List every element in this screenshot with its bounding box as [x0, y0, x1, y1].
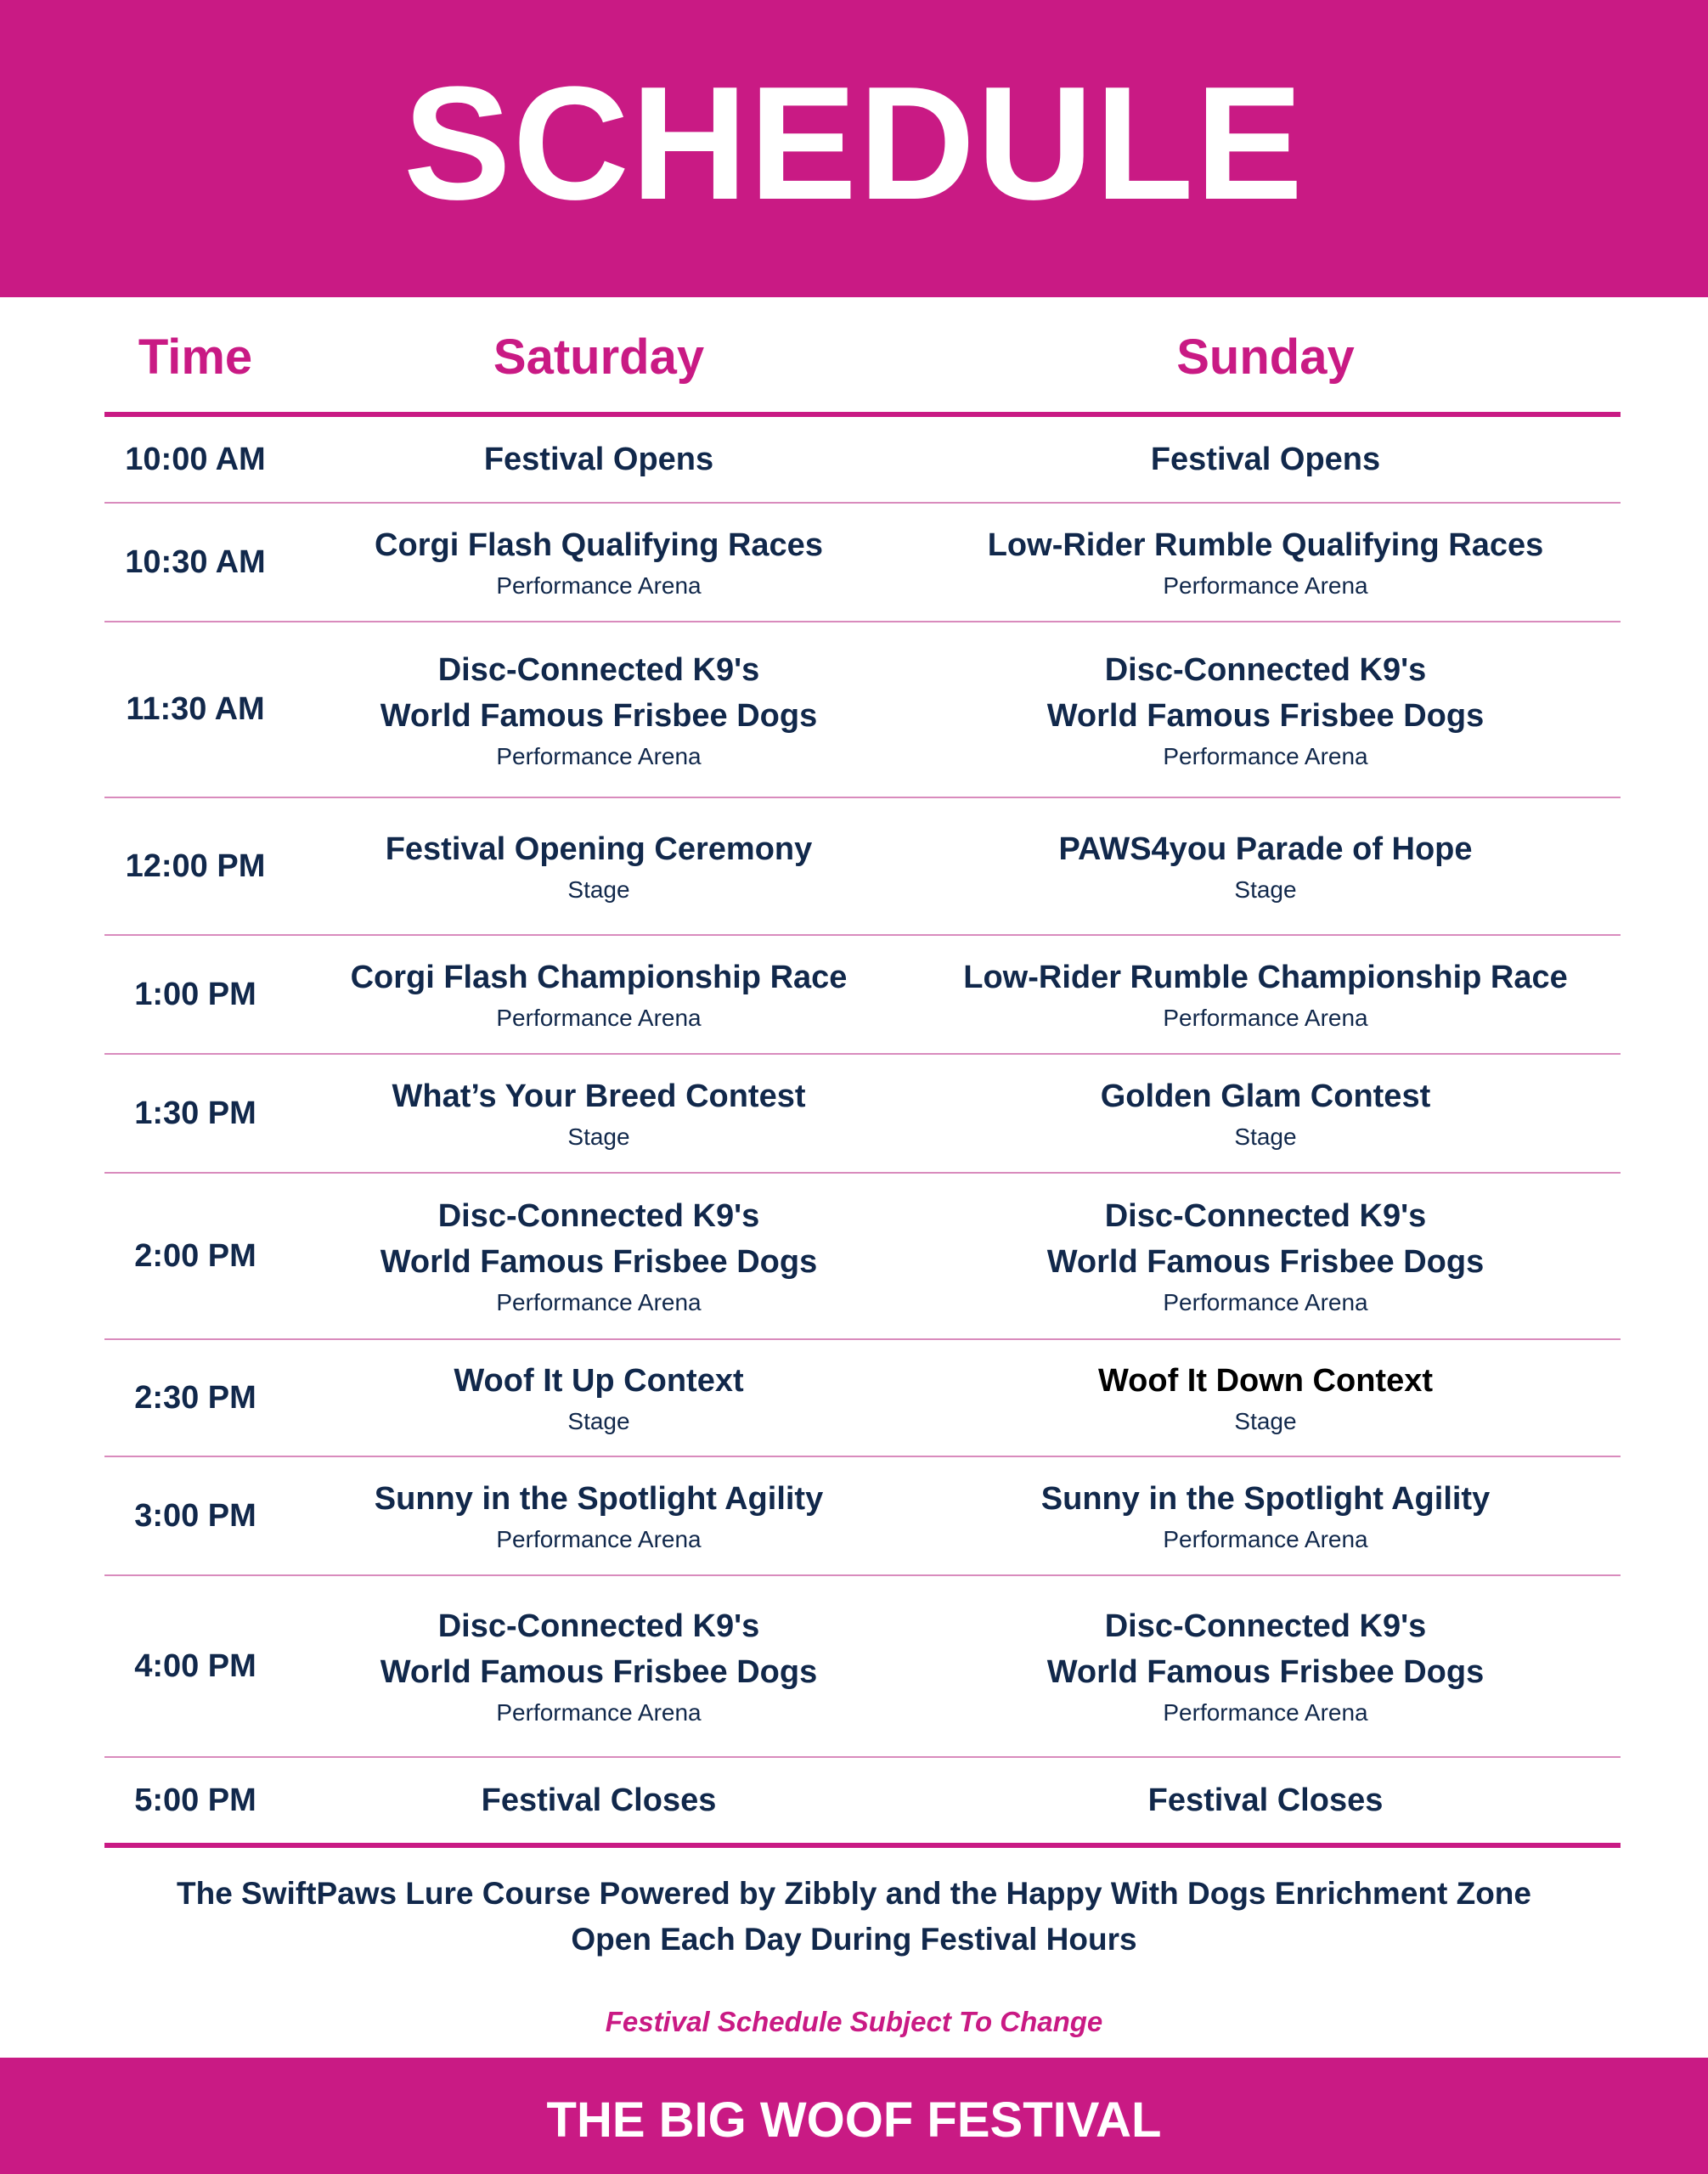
table-row — [0, 1576, 1708, 1756]
time-label: 4:00 PM — [134, 1647, 256, 1684]
event-title: Festival Closes — [481, 1783, 717, 1818]
header-banner — [0, 0, 1708, 297]
event-title: Woof It Up Context — [454, 1363, 744, 1399]
sunday-cell — [943, 1340, 1588, 1456]
table-bottom-divider — [104, 1843, 1621, 1848]
time-label: 2:30 PM — [134, 1379, 256, 1416]
time-label: 1:30 PM — [134, 1095, 256, 1131]
event-location: Stage — [1234, 1408, 1297, 1434]
event-title: Corgi Flash Championship Race — [350, 960, 848, 995]
event-title: Low-Rider Rumble Qualifying Races — [987, 527, 1544, 563]
event-location: Performance Arena — [496, 1526, 702, 1552]
time-label: 1:00 PM — [134, 976, 256, 1012]
event-title-line2: World Famous Frisbee Dogs — [1046, 697, 1485, 734]
event-title: Festival Closes — [1147, 1783, 1384, 1818]
time-label: 10:00 AM — [125, 441, 266, 477]
event-title: Low-Rider Rumble Championship Race — [963, 960, 1568, 995]
event-title: Disc-Connected K9's — [437, 1608, 760, 1644]
sunday-cell — [943, 504, 1588, 621]
event-location: Stage — [567, 876, 630, 903]
event-location: Stage — [1234, 1124, 1297, 1150]
event-title: Disc-Connected K9's — [437, 651, 760, 688]
enrichment-note-line1: The SwiftPaws Lure Course Powered by Zibbly and the Happy With Dogs Enrichment Zone — [177, 1876, 1531, 1911]
saturday-cell — [280, 417, 917, 502]
event-location: Performance Arena — [1163, 1526, 1368, 1552]
event-title: Sunny in the Spotlight Agility — [374, 1481, 824, 1517]
saturday-cell — [280, 1758, 917, 1843]
event-title: Sunny in the Spotlight Agility — [1040, 1481, 1491, 1517]
sunday-cell — [943, 936, 1588, 1053]
schedule-disclaimer: Festival Schedule Subject To Change — [605, 2006, 1103, 2037]
event-title-line2: World Famous Frisbee Dogs — [380, 1244, 818, 1280]
event-location: Stage — [1234, 876, 1297, 903]
event-title-line2: World Famous Frisbee Dogs — [380, 697, 818, 734]
table-row — [0, 1055, 1708, 1172]
saturday-cell — [280, 504, 917, 621]
event-title: Disc-Connected K9's — [1104, 1608, 1427, 1644]
table-row — [0, 504, 1708, 621]
event-title: Festival Opens — [483, 442, 714, 477]
table-row — [0, 1758, 1708, 1843]
event-title: Disc-Connected K9's — [1104, 1198, 1427, 1234]
table-row — [0, 1340, 1708, 1456]
event-location: Performance Arena — [1163, 572, 1368, 599]
event-title-line2: World Famous Frisbee Dogs — [1046, 1244, 1485, 1280]
event-title: Golden Glam Contest — [1100, 1079, 1431, 1114]
event-location: Stage — [567, 1408, 630, 1434]
sunday-cell — [943, 1055, 1588, 1172]
festival-name: THE BIG WOOF FESTIVAL — [546, 2092, 1162, 2148]
sunday-cell — [943, 1174, 1588, 1338]
event-location: Performance Arena — [496, 572, 702, 599]
column-header-saturday: Saturday — [493, 329, 705, 385]
column-header-time: Time — [138, 329, 253, 385]
event-title: Festival Opening Ceremony — [385, 831, 813, 867]
page-title: SCHEDULE — [403, 54, 1305, 234]
table-row — [0, 1174, 1708, 1338]
saturday-cell — [280, 1457, 917, 1574]
event-location: Performance Arena — [496, 1005, 702, 1031]
saturday-cell — [280, 798, 917, 934]
sunday-cell — [943, 1457, 1588, 1574]
saturday-cell — [280, 1174, 917, 1338]
event-title: Disc-Connected K9's — [437, 1198, 760, 1234]
sunday-cell — [943, 622, 1588, 797]
saturday-cell — [280, 1576, 917, 1756]
sunday-cell — [943, 1758, 1588, 1843]
table-row — [0, 622, 1708, 797]
event-location: Performance Arena — [1163, 1289, 1368, 1315]
time-label: 11:30 AM — [126, 691, 265, 727]
event-location: Stage — [567, 1124, 630, 1150]
time-label: 5:00 PM — [134, 1782, 256, 1818]
event-location: Performance Arena — [496, 742, 702, 769]
event-title: What’s Your Breed Contest — [392, 1079, 806, 1114]
sunday-cell — [943, 417, 1588, 502]
event-location: Performance Arena — [1163, 1005, 1368, 1031]
time-label: 10:30 AM — [125, 544, 266, 580]
event-location: Performance Arena — [1163, 1699, 1368, 1726]
event-location: Performance Arena — [496, 1289, 702, 1315]
footer-banner — [0, 2058, 1708, 2174]
time-label: 3:00 PM — [134, 1497, 256, 1534]
column-header-sunday: Sunday — [1176, 329, 1355, 385]
event-title: Festival Opens — [1150, 442, 1381, 477]
table-row — [0, 417, 1708, 502]
saturday-cell — [280, 1340, 917, 1456]
event-title: PAWS4you Parade of Hope — [1058, 831, 1473, 867]
event-title-line2: World Famous Frisbee Dogs — [380, 1654, 818, 1690]
saturday-cell — [280, 622, 917, 797]
saturday-cell — [280, 1055, 917, 1172]
event-title: Woof It Down Context — [1097, 1363, 1433, 1399]
table-row — [0, 798, 1708, 934]
sunday-cell — [943, 798, 1588, 934]
event-location: Performance Arena — [496, 1699, 702, 1726]
sunday-cell — [943, 1576, 1588, 1756]
saturday-cell — [280, 936, 917, 1053]
event-location: Performance Arena — [1163, 742, 1368, 769]
enrichment-note-line2: Open Each Day During Festival Hours — [571, 1922, 1137, 1957]
table-row — [0, 936, 1708, 1053]
event-title: Disc-Connected K9's — [1104, 651, 1427, 688]
event-title: Corgi Flash Qualifying Races — [375, 527, 823, 563]
table-row — [0, 1457, 1708, 1574]
time-label: 2:00 PM — [134, 1237, 256, 1274]
time-label: 12:00 PM — [125, 848, 266, 884]
event-title-line2: World Famous Frisbee Dogs — [1046, 1654, 1485, 1690]
